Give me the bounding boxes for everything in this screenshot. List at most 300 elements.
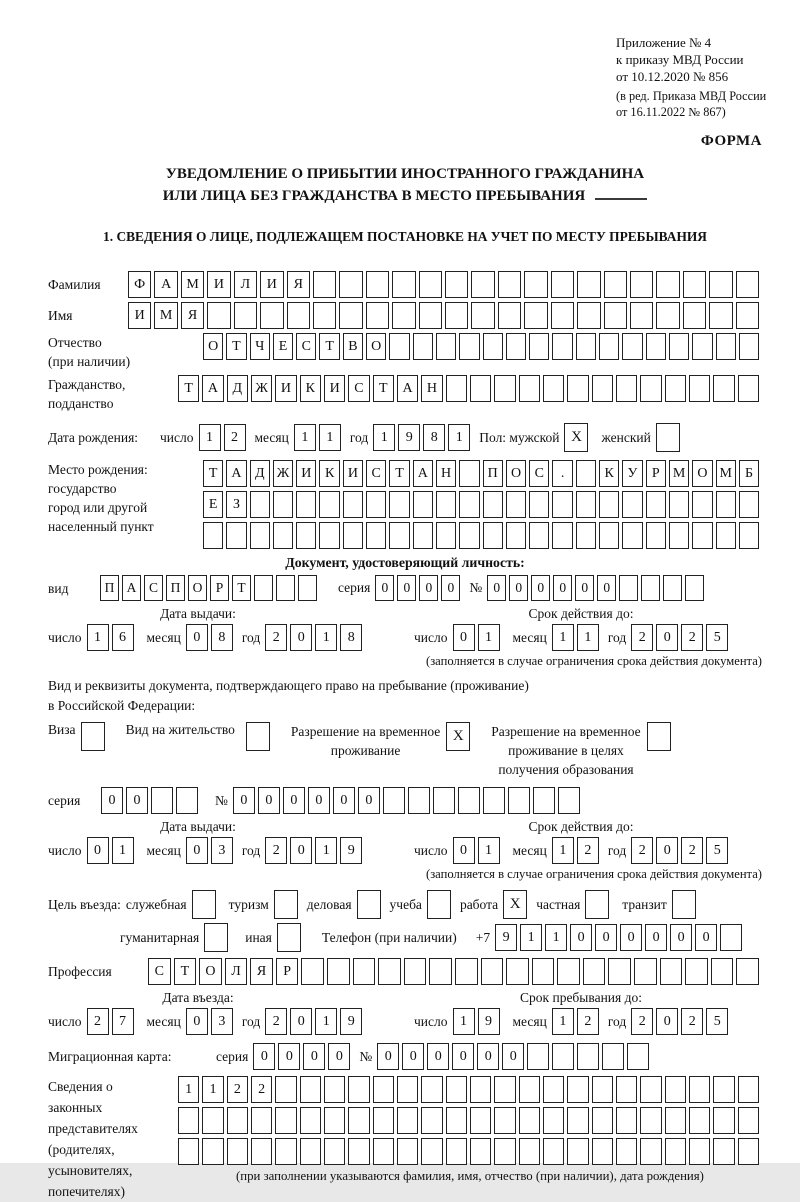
char-box: [494, 1076, 515, 1103]
char-box: [634, 958, 657, 985]
char-box: 8: [423, 424, 445, 451]
char-box: О: [199, 958, 222, 985]
doc-number-boxes: [487, 575, 707, 601]
char-box: 1: [319, 424, 341, 451]
char-box: [616, 1107, 637, 1134]
char-box: [366, 522, 386, 549]
char-box: [404, 958, 427, 985]
char-box: 2: [87, 1008, 109, 1035]
char-box: [720, 924, 742, 951]
char-box: 0: [645, 924, 667, 951]
entry-year-label: год: [241, 1013, 261, 1029]
representatives-label-line3: представителях: [48, 1121, 138, 1136]
residence-issue-date: [48, 837, 400, 864]
char-box: О: [366, 333, 386, 360]
char-box: 0: [441, 575, 460, 601]
residence-issue-day-boxes: [87, 837, 137, 864]
birth-place-label: [48, 460, 203, 536]
char-box: [250, 522, 270, 549]
char-box: С: [148, 958, 171, 985]
visit-purpose-row1: [48, 890, 762, 919]
purpose-humanitarian-label: гуманитарная: [120, 929, 200, 945]
char-box: [366, 302, 389, 329]
identity-doc-heading: Документ, удостоверяющий личность:: [285, 555, 525, 570]
char-box: [470, 375, 491, 402]
char-box: 1: [545, 924, 567, 951]
char-box: 0: [308, 787, 330, 814]
residence-valid-day-boxes: [453, 837, 503, 864]
char-box: [459, 460, 479, 487]
issue-year-label: год: [241, 629, 261, 645]
char-box: А: [154, 271, 177, 298]
char-box: [327, 958, 350, 985]
char-box: 1: [552, 837, 574, 864]
visa-checkbox: [81, 722, 108, 751]
char-box: 2: [577, 837, 599, 864]
purpose-business-checkbox: [357, 890, 384, 919]
char-box: [246, 722, 270, 751]
valid-until-heading: Срок действия до:: [528, 606, 634, 621]
char-box: [543, 1076, 564, 1103]
char-box: 0: [531, 575, 550, 601]
char-box: [300, 1107, 321, 1134]
profession-label: Профессия: [48, 964, 112, 979]
migration-number-boxes: [377, 1043, 652, 1070]
char-box: 0: [126, 787, 148, 814]
char-box: 0: [186, 1008, 208, 1035]
issue-month-label: месяц: [146, 629, 181, 645]
char-box: 2: [631, 624, 653, 651]
char-box: [543, 1107, 564, 1134]
char-box: [275, 1107, 296, 1134]
birth-month-boxes: [294, 424, 344, 451]
char-box: [494, 1138, 515, 1165]
char-box: [446, 1138, 467, 1165]
temp-residence-education-checkbox: [647, 722, 674, 751]
char-box: И: [296, 460, 316, 487]
residence-series-boxes: [101, 787, 201, 814]
char-box: [656, 302, 679, 329]
char-box: [151, 787, 173, 814]
char-box: [739, 491, 759, 518]
representatives-label-line6: попечителях): [48, 1184, 125, 1199]
char-box: [558, 787, 580, 814]
representatives-box-rows: [178, 1076, 762, 1184]
char-box: 0: [427, 1043, 449, 1070]
patronymic-row: [48, 333, 762, 371]
residence-valid-day-label: число: [414, 842, 448, 858]
char-box: Т: [389, 460, 409, 487]
char-box: 1: [478, 624, 500, 651]
char-box: И: [275, 375, 296, 402]
char-box: И: [324, 375, 345, 402]
char-box: А: [413, 460, 433, 487]
char-box: 2: [265, 1008, 287, 1035]
surname-label: Фамилия: [48, 277, 101, 292]
issue-day-label: число: [48, 629, 82, 645]
char-box: 0: [620, 924, 642, 951]
temp-residence-line1: Разрешение на временное: [290, 724, 441, 739]
char-box: [713, 1107, 734, 1134]
char-box: [519, 1107, 540, 1134]
char-box: [524, 302, 547, 329]
char-box: [552, 333, 572, 360]
char-box: К: [319, 460, 339, 487]
char-box: 0: [186, 624, 208, 651]
char-box: [506, 333, 526, 360]
representatives-row: [48, 1076, 762, 1202]
char-box: 1: [202, 1076, 223, 1103]
char-box: [343, 491, 363, 518]
birth-year-boxes: [373, 424, 473, 451]
birth-year-label: год: [349, 429, 369, 445]
char-box: Т: [232, 575, 251, 601]
char-box: М: [716, 460, 736, 487]
char-box: 2: [631, 837, 653, 864]
char-box: [446, 1107, 467, 1134]
char-box: И: [260, 271, 283, 298]
purpose-tourism-label: туризм: [228, 896, 269, 912]
char-box: [459, 333, 479, 360]
edition-line-2: от 16.11.2022 № 867): [616, 104, 726, 119]
char-box: [529, 491, 549, 518]
char-box: 9: [478, 1008, 500, 1035]
char-box: [366, 491, 386, 518]
char-box: [519, 375, 540, 402]
char-box: 0: [233, 787, 255, 814]
char-box: [656, 423, 680, 452]
char-box: [506, 522, 526, 549]
char-box: 0: [402, 1043, 424, 1070]
entry-stay-headers: [48, 990, 762, 1006]
char-box: 0: [358, 787, 380, 814]
char-box: X: [446, 722, 470, 751]
char-box: [519, 1076, 540, 1103]
char-box: [373, 1076, 394, 1103]
issue-year-boxes: [265, 624, 365, 651]
char-box: П: [483, 460, 503, 487]
char-box: [592, 1107, 613, 1134]
char-box: [692, 522, 712, 549]
char-box: А: [226, 460, 246, 487]
char-box: У: [622, 460, 642, 487]
char-box: [273, 491, 293, 518]
char-box: 0: [283, 787, 305, 814]
char-box: С: [348, 375, 369, 402]
form-label: ФОРМА: [700, 133, 762, 149]
char-box: [689, 1138, 710, 1165]
char-box: 1: [373, 424, 395, 451]
char-box: 0: [595, 924, 617, 951]
representatives-label-line2: законных: [48, 1100, 103, 1115]
surname-row: [48, 271, 762, 298]
char-box: [583, 958, 606, 985]
char-box: 2: [227, 1076, 248, 1103]
char-box: Т: [174, 958, 197, 985]
birth-place-boxes-row2: [203, 491, 762, 518]
char-box: Я: [250, 958, 273, 985]
char-box: [353, 958, 376, 985]
char-box: [357, 890, 381, 919]
char-box: 0: [656, 624, 678, 651]
char-box: [685, 958, 708, 985]
purpose-study-checkbox: [427, 890, 454, 919]
char-box: 2: [681, 624, 703, 651]
appendix-line-3: от 10.12.2020 № 856: [616, 69, 729, 84]
char-box: [300, 1076, 321, 1103]
citizenship-label-line1: Гражданство,: [48, 377, 126, 392]
char-box: [616, 1138, 637, 1165]
birth-day-label: число: [160, 429, 194, 445]
visit-purpose-label: Цель въезда:: [48, 896, 121, 912]
char-box: [277, 923, 301, 952]
char-box: 6: [112, 624, 134, 651]
char-box: [683, 302, 706, 329]
char-box: [483, 491, 503, 518]
sex-male-checkbox: [564, 423, 591, 452]
char-box: 1: [87, 624, 109, 651]
representatives-label-line4: (родителях,: [48, 1142, 115, 1157]
char-box: [552, 491, 572, 518]
char-box: [273, 522, 293, 549]
char-box: [176, 787, 198, 814]
char-box: [192, 890, 216, 919]
valid-year-label: год: [607, 629, 627, 645]
residence-valid-date: [400, 837, 762, 864]
char-box: [343, 522, 363, 549]
char-box: [519, 1138, 540, 1165]
char-box: [713, 1076, 734, 1103]
migration-card-label: Миграционная карта:: [48, 1049, 172, 1064]
char-box: [567, 1076, 588, 1103]
char-box: [738, 1107, 759, 1134]
issue-date-heading: Дата выдачи:: [160, 606, 236, 621]
char-box: И: [207, 271, 230, 298]
char-box: П: [100, 575, 119, 601]
residence-doc-intro: [48, 676, 762, 716]
char-box: [254, 575, 273, 601]
char-box: [738, 1076, 759, 1103]
stay-year-label: год: [607, 1013, 627, 1029]
residence-issue-year-label: год: [241, 842, 261, 858]
appendix-line-1: Приложение № 4: [616, 35, 712, 50]
citizenship-label: [48, 375, 178, 413]
char-box: 0: [87, 837, 109, 864]
temp-residence-label: [291, 722, 440, 760]
char-box: [692, 333, 712, 360]
purpose-other-checkbox: [277, 923, 304, 952]
char-box: 1: [315, 837, 337, 864]
char-box: Т: [319, 333, 339, 360]
char-box: [713, 375, 734, 402]
purpose-transit-checkbox: [672, 890, 699, 919]
char-box: [413, 333, 433, 360]
section1-heading: 1. СВЕДЕНИЯ О ЛИЦЕ, ПОДЛЕЖАЩЕМ ПОСТАНОВКЕ НА УЧЕТ ПО МЕСТУ ПРЕБЫВАНИЯ: [103, 229, 707, 244]
char-box: [647, 722, 671, 751]
identity-doc-date-headers: [48, 606, 762, 622]
char-box: [227, 1138, 248, 1165]
char-box: [616, 375, 637, 402]
char-box: [471, 302, 494, 329]
char-box: 0: [453, 624, 475, 651]
sex-male-label: Пол: мужской: [479, 429, 560, 445]
char-box: [373, 1138, 394, 1165]
residence-valid-heading: Срок действия до:: [528, 819, 634, 834]
valid-day-boxes: [453, 624, 503, 651]
entry-month-boxes: [186, 1008, 236, 1035]
char-box: [421, 1138, 442, 1165]
form-title: [48, 163, 762, 207]
char-box: [689, 375, 710, 402]
char-box: [689, 1107, 710, 1134]
sex-female-checkbox: [656, 423, 683, 452]
char-box: [641, 575, 660, 601]
birth-place-row: [48, 460, 762, 549]
char-box: 0: [101, 787, 123, 814]
char-box: [446, 375, 467, 402]
char-box: [736, 958, 759, 985]
form-title-line2: ИЛИ ЛИЦА БЕЗ ГРАЖДАНСТВА В МЕСТО ПРЕБЫВАНИЯ: [162, 188, 586, 204]
char-box: 0: [290, 837, 312, 864]
char-box: [421, 1076, 442, 1103]
char-box: 0: [253, 1043, 275, 1070]
birth-place-label-line3: город или другой: [48, 500, 148, 515]
citizenship-label-line2: подданство: [48, 396, 114, 411]
char-box: 0: [487, 575, 506, 601]
entry-month-label: месяц: [146, 1013, 181, 1029]
char-box: 5: [706, 624, 728, 651]
char-box: 2: [251, 1076, 272, 1103]
char-box: [178, 1138, 199, 1165]
char-box: [630, 302, 653, 329]
patronymic-label: [48, 333, 203, 371]
temp-residence-edu-line1: Разрешение на временное: [491, 724, 641, 739]
char-box: [313, 302, 336, 329]
char-box: С: [296, 333, 316, 360]
char-box: [599, 522, 619, 549]
char-box: 3: [211, 1008, 233, 1035]
char-box: [669, 333, 689, 360]
doc-number-label: №: [469, 580, 483, 595]
char-box: [669, 522, 689, 549]
char-box: [296, 491, 316, 518]
char-box: [301, 958, 324, 985]
char-box: [226, 522, 246, 549]
char-box: [470, 1138, 491, 1165]
birth-place-boxes-row3: [203, 522, 762, 549]
char-box: [533, 787, 555, 814]
char-box: [508, 787, 530, 814]
sex-female-label: женский: [601, 429, 651, 445]
stay-day-label: число: [414, 1013, 448, 1029]
char-box: 8: [340, 624, 362, 651]
char-box: [506, 491, 526, 518]
char-box: [470, 1107, 491, 1134]
valid-month-label: месяц: [512, 629, 547, 645]
char-box: [324, 1107, 345, 1134]
char-box: [716, 333, 736, 360]
char-box: 1: [294, 424, 316, 451]
char-box: 0: [375, 575, 394, 601]
residence-valid-month-boxes: [552, 837, 602, 864]
phone-label: Телефон (при наличии): [321, 929, 457, 945]
char-box: [665, 375, 686, 402]
char-box: 9: [340, 837, 362, 864]
issue-day-boxes: [87, 624, 137, 651]
char-box: [736, 271, 759, 298]
char-box: З: [226, 491, 246, 518]
profession-row: [48, 958, 762, 985]
char-box: [251, 1138, 272, 1165]
char-box: Д: [227, 375, 248, 402]
char-box: [576, 491, 596, 518]
char-box: [551, 271, 574, 298]
valid-year-boxes: [631, 624, 731, 651]
char-box: [389, 333, 409, 360]
char-box: [543, 1138, 564, 1165]
char-box: 1: [453, 1008, 475, 1035]
char-box: [494, 375, 515, 402]
stay-until-date: [400, 1008, 762, 1035]
representatives-label: [48, 1076, 178, 1202]
char-box: О: [692, 460, 712, 487]
valid-day-label: число: [414, 629, 448, 645]
residence-issue-month-boxes: [186, 837, 236, 864]
representatives-label-line5: усыновителях,: [48, 1163, 133, 1178]
first-name-boxes: [128, 302, 762, 329]
char-box: [436, 333, 456, 360]
char-box: 1: [520, 924, 542, 951]
stay-day-boxes: [453, 1008, 503, 1035]
char-box: [656, 271, 679, 298]
char-box: 0: [290, 1008, 312, 1035]
char-box: [227, 1107, 248, 1134]
char-box: 0: [656, 837, 678, 864]
char-box: [622, 491, 642, 518]
residence-doc-options-row: [48, 722, 762, 779]
representatives-note: (при заполнении указываются фамилия, имя, отчество (при наличии), дата рождения): [236, 1169, 704, 1183]
entry-date-heading: Дата въезда:: [162, 990, 234, 1005]
char-box: 1: [112, 837, 134, 864]
char-box: [483, 522, 503, 549]
char-box: [551, 302, 574, 329]
purpose-work-checkbox: [503, 890, 530, 919]
char-box: [599, 333, 619, 360]
residence-issue-year-boxes: [265, 837, 365, 864]
char-box: [685, 575, 704, 601]
char-box: 2: [265, 837, 287, 864]
char-box: 0: [328, 1043, 350, 1070]
char-box: [274, 890, 298, 919]
char-box: [313, 271, 336, 298]
char-box: [739, 333, 759, 360]
char-box: [576, 333, 596, 360]
char-box: [672, 890, 696, 919]
char-box: 1: [552, 1008, 574, 1035]
char-box: 1: [178, 1076, 199, 1103]
phone-boxes: [495, 924, 745, 951]
char-box: 0: [186, 837, 208, 864]
char-box: [207, 302, 230, 329]
char-box: [470, 1076, 491, 1103]
char-box: Е: [273, 333, 293, 360]
char-box: [567, 1138, 588, 1165]
char-box: [543, 375, 564, 402]
residence-issue-month-label: месяц: [146, 842, 181, 858]
char-box: О: [203, 333, 223, 360]
doc-series-label: серия: [338, 580, 371, 595]
char-box: [397, 1107, 418, 1134]
